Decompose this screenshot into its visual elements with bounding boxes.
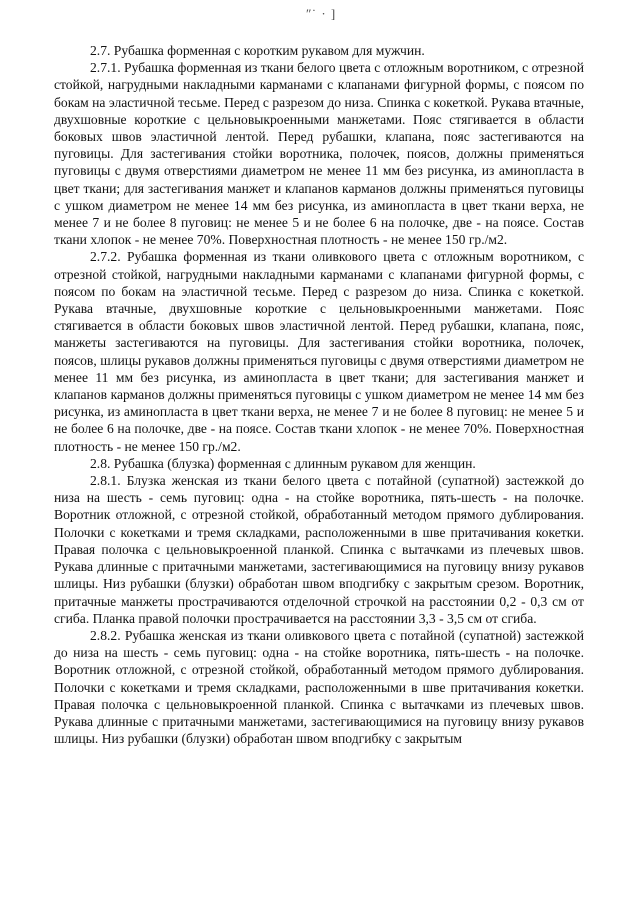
section-heading-2-8: 2.8. Рубашка (блузка) форменная с длинным рукавом для женщин.: [90, 455, 476, 471]
paragraph-2-8-1: 2.8.1. Блузка женская из ткани белого цвета с потайной (супатной) застежкой до низа на шесть - семь пуговиц: одна - на стойке воротника, пять-шесть - на полочке. Воротник отложной, с отрезной стойкой, обработанный методом прямого дублирования. Полочки с кокетками и тремя складками, расположенными в шве притачивания кокетки. Правая полочка с цельновыкроенной планкой. Спинка с вытачками из плечевых швов. Рукава длинные с притачными манжетами, застегивающимися на пуговицу внизу рукавов шлицы. Низ рубашки (блузки) обработан швом вподгибку с закрытым срезом. Воротник, притачные манжеты прострачиваются отделочной строчкой на расстоянии 0,2 - 0,3 см от сгиба. Планка правой полочки прострачивается на расстоянии 3,3 - 3,5 см от сгиба.: [54, 473, 584, 626]
page-mark: ʺ˙ · ]: [306, 6, 337, 21]
document-body: [54, 42, 584, 747]
paragraph-2-7-1: 2.7.1. Рубашка форменная из ткани белого цвета с отложным воротником, с отрезной стойкой, нагрудными накладными карманами с клапанами фигурной формы, с поясом по бокам на эластичной тесьме. Перед с разрезом до низа. Спинка с кокеткой. Рукава втачные, двухшовные короткие с цельновыкроенными манжетами. Пояс стягивается в области боковых швов эластичной лентой. Перед рубашки, клапана, пояс застегиваются на пуговицы. Для застегивания стойки воротника, полочек, поясов, должны применяться пуговицы с двумя отверстиями диаметром не менее 11 мм без рисунка, из аминопласта в цвет ткани; для застегивания манжет и клапанов карманов должны применяться пуговицы с ушком диаметром не менее 14 мм без рисунка, из аминопласта в цвет ткани верха, не менее 7 и не более 8 пуговиц: не менее 5 и не более 6 на полочке, две - на поясе. Состав ткани хлопок - не менее 70%. Поверхностная плотность - не менее 150 гр./м2.: [54, 60, 584, 248]
section-heading-2-7: 2.7. Рубашка форменная с коротким рукавом для мужчин.: [90, 43, 425, 58]
paragraph-2-7-2: 2.7.2. Рубашка форменная из ткани оливкового цвета с отложным воротником, с отрезной стойкой, нагрудными накладными карманами с клапанами фигурной формы, с поясом по бокам на эластичной тесьме. Перед с разрезом до низа. Спинка с кокеткой. Рукава втачные, двухшовные короткие с цельновыкроенными манжетами. Пояс стягивается в области боковых швов эластичной лентой. Перед рубашки, клапана, пояс, манжеты застегиваются на пуговицы. Для застегивания стойки воротника, полочек, поясов, шлицы рукавов должны применяться пуговицы с двумя отверстиями диаметром не менее 11 мм без рисунка, из аминопласта в цвет ткани; для застегивания манжет и клапанов карманов должны применяться пуговицы с ушком диаметром не менее 14 мм без рисунка, из аминопласта в цвет ткани верха, не менее 7 и не более 8 пуговиц: не менее 5 и не более 6 на полочке, две - на поясе. Состав ткани хлопок - не менее 70%. Поверхностная плотность - не менее 150 гр./м2.: [54, 249, 584, 454]
paragraph-2-8-2: 2.8.2. Рубашка женская из ткани оливкового цвета с потайной (супатной) застежкой до низа на шесть - семь пуговиц: одна - на стойке воротника, пять-шесть - на полочке. Воротник отложной, с отрезной стойкой, обработанный методом прямого дублирования. Полочки с кокетками и тремя складками, расположенными в шве притачивания кокетки. Правая полочка с цельновыкроенной планкой. Спинка с вытачками из плечевых швов. Рукава длинные с притачными манжетами, застегивающимися на пуговицу внизу рукавов шлицы. Низ рубашки (блузки) обработан швом вподгибку с закрытым: [54, 627, 584, 747]
